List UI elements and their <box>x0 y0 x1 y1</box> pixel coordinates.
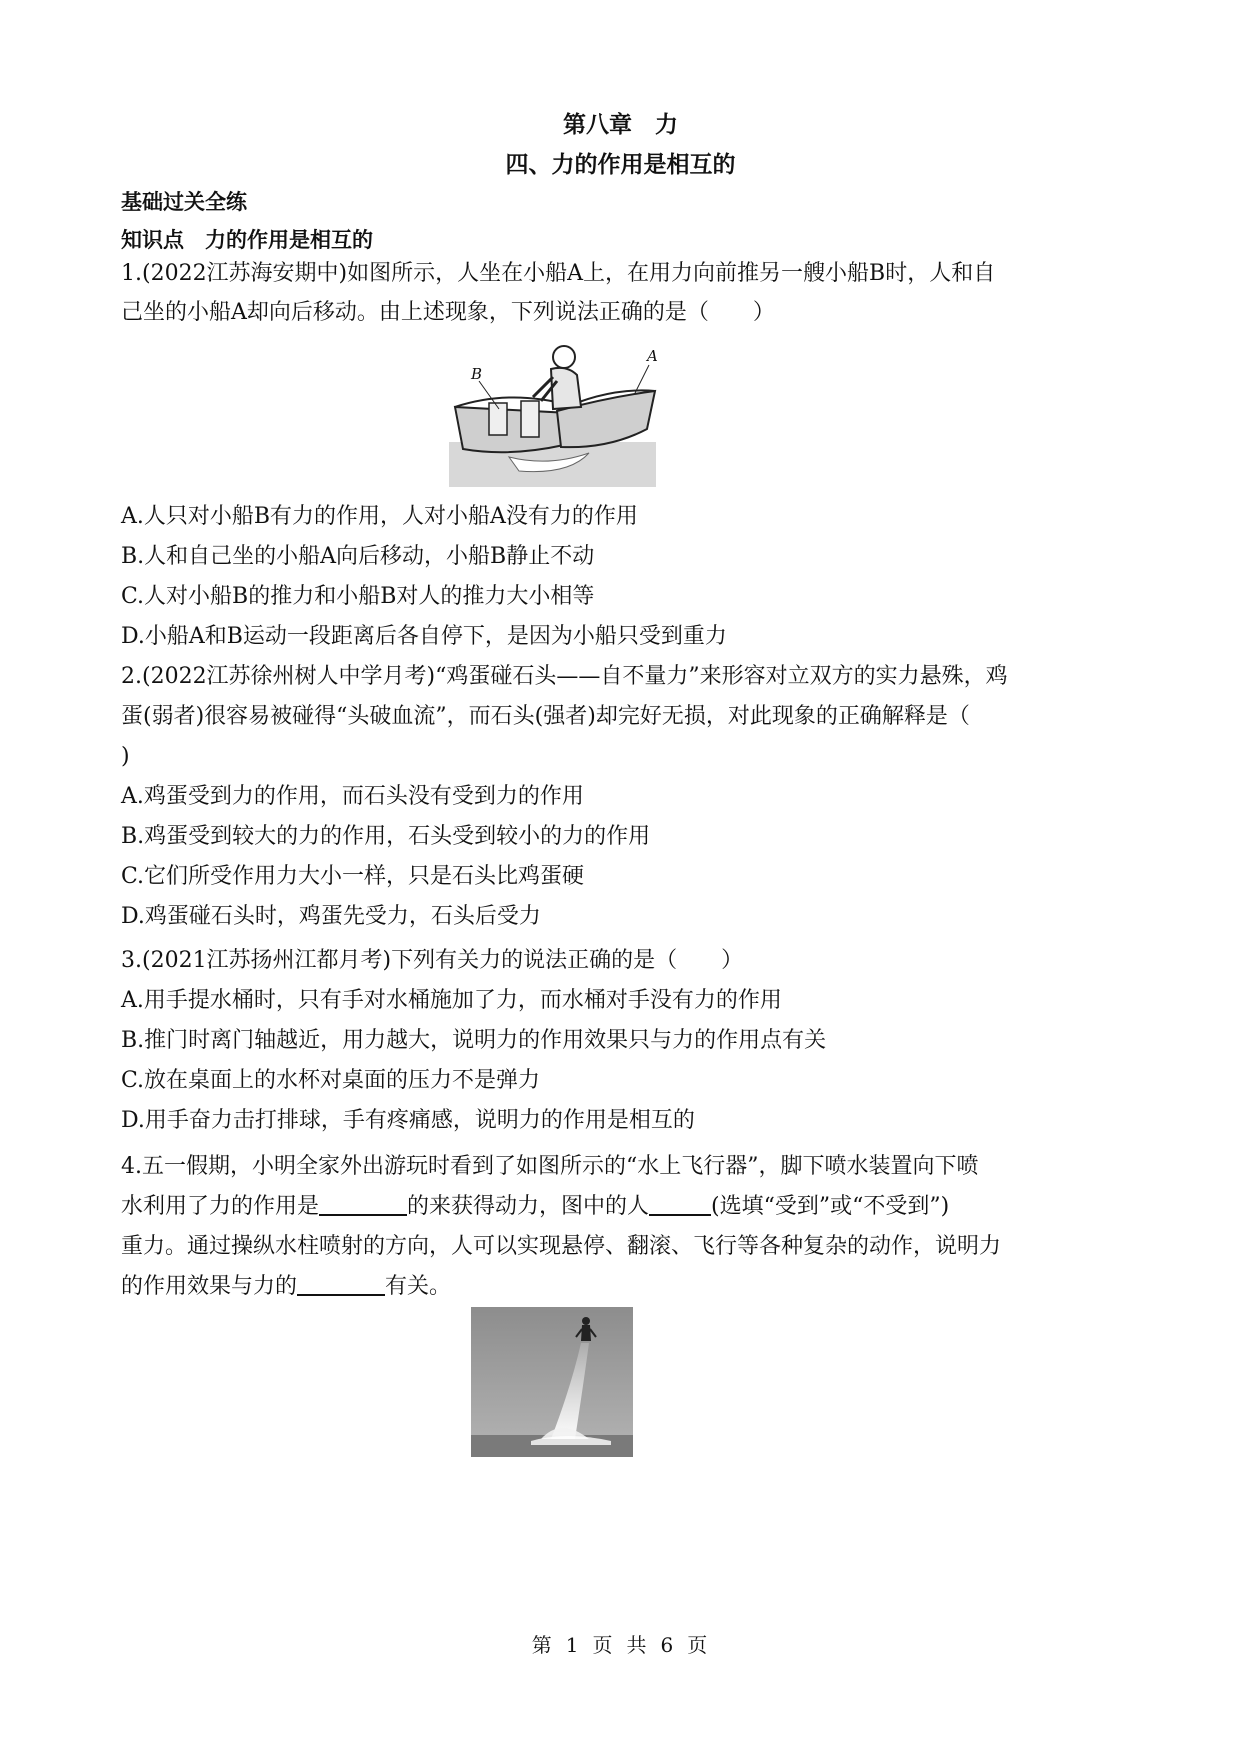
section-title: 基础过关全练 <box>121 190 247 214</box>
label-a: A <box>647 347 658 365</box>
boat-figure <box>449 337 656 487</box>
q2-stem-line3: ) <box>121 744 130 769</box>
q2-stem-line1: 2.(2022江苏徐州树人中学月考)“鸡蛋碰石头——自不量力”来形容对立双方的实力悬殊，鸡 <box>121 664 1008 689</box>
q3-option-a: A.用手提水桶时，只有手对水桶施加了力，而水桶对手没有力的作用 <box>121 988 782 1013</box>
q4-text-2c: (选填“受到”或“不受到”) <box>711 1194 950 1219</box>
q2-option-d: D.鸡蛋碰石头时，鸡蛋先受力，石头后受力 <box>121 904 541 929</box>
q1-stem-line2: 己坐的小船A却向后移动。由上述现象，下列说法正确的是（ ） <box>121 300 775 325</box>
q2-stem-line2: 蛋(弱者)很容易被碰得“头破血流”，而石头(强者)却完好无损，对此现象的正确解释是（ <box>121 704 970 729</box>
q4-text-4a: 的作用效果与力的 <box>121 1274 298 1299</box>
q1-option-d: D.小船A和B运动一段距离后各自停下，是因为小船只受到重力 <box>121 624 727 649</box>
q4-stem-line1: 4.五一假期，小明全家外出游玩时看到了如图所示的“水上飞行器”，脚下喷水装置向下喷 <box>121 1154 979 1179</box>
q4-text-2a: 水利用了力的作用是 <box>121 1194 320 1219</box>
total-pages: 6 <box>660 1633 676 1657</box>
person-body <box>551 368 581 409</box>
q2-option-b: B.鸡蛋受到较大的力的作用，石头受到较小的力的作用 <box>121 824 651 849</box>
page-number: 1 <box>565 1633 581 1657</box>
person-head <box>553 346 575 368</box>
q4-blank-3 <box>297 1272 385 1296</box>
q3-stem: 3.(2021江苏扬州江都月考)下列有关力的说法正确的是（ ） <box>121 948 744 973</box>
knowledge-point: 知识点 力的作用是相互的 <box>121 228 373 252</box>
q4-text-4b: 有关。 <box>385 1274 452 1299</box>
q1-option-b: B.人和自己坐的小船A向后移动，小船B静止不动 <box>121 544 595 569</box>
q4-text-2b: 的来获得动力，图中的人 <box>407 1194 650 1219</box>
footer-gong: 共 <box>626 1633 649 1657</box>
q3-option-d: D.用手奋力击打排球，手有疼痛感，说明力的作用是相互的 <box>121 1108 695 1133</box>
q3-option-c: C.放在桌面上的水杯对桌面的压力不是弹力 <box>121 1068 541 1093</box>
q4-stem-line4 <box>121 1272 451 1302</box>
label-b: B <box>471 365 483 383</box>
footer-di: 第 <box>531 1633 554 1657</box>
page-footer <box>0 1629 1241 1658</box>
q4-blank-1 <box>319 1192 407 1216</box>
q4-blank-2 <box>649 1192 711 1216</box>
q2-option-a: A.鸡蛋受到力的作用，而石头没有受到力的作用 <box>121 784 584 809</box>
q1-option-a: A.人只对小船B有力的作用，人对小船A没有力的作用 <box>121 504 638 529</box>
q4-stem-line3: 重力。通过操纵水柱喷射的方向，人可以实现悬停、翻滚、飞行等各种复杂的动作，说明力 <box>121 1234 1002 1259</box>
q4-stem-line2 <box>121 1192 949 1222</box>
footer-ye2: 页 <box>687 1633 710 1657</box>
water-jetpack-figure <box>471 1307 633 1457</box>
q3-option-b: B.推门时离门轴越近，用力越大，说明力的作用效果只与力的作用点有关 <box>121 1028 827 1053</box>
footer-ye: 页 <box>592 1633 615 1657</box>
q1-option-c: C.人对小船B的推力和小船B对人的推力大小相等 <box>121 584 595 609</box>
q2-option-c: C.它们所受作用力大小一样，只是石头比鸡蛋硬 <box>121 864 585 889</box>
boat-b <box>455 407 569 452</box>
leader-a <box>635 365 649 393</box>
q1-stem-line1: 1.(2022江苏海安期中)如图所示，人坐在小船A上，在用力向前推另一艘小船B时，人和自 <box>121 261 996 286</box>
flyer-body <box>581 1325 591 1341</box>
lesson-title: 四、力的作用是相互的 <box>505 152 736 178</box>
flyer-head <box>582 1317 590 1325</box>
chapter-title: 第八章 力 <box>563 112 678 138</box>
